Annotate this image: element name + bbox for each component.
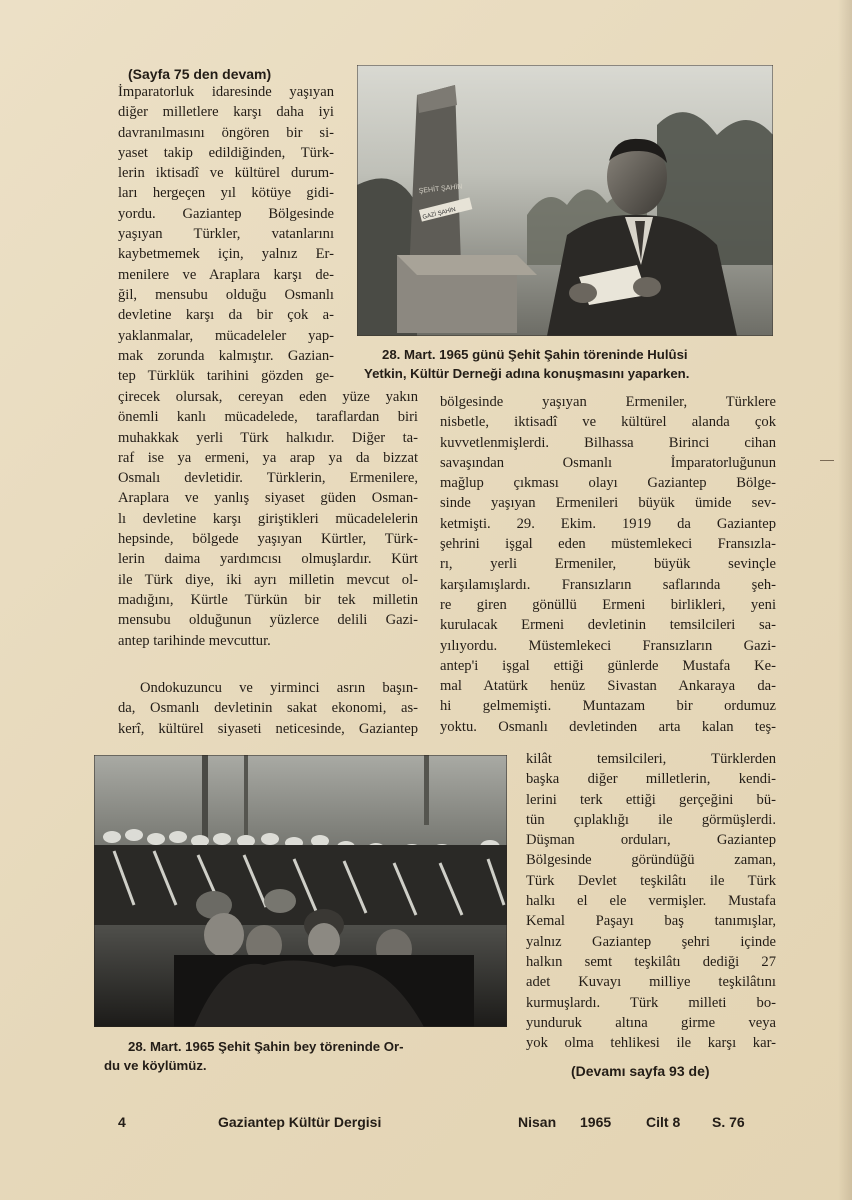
text-line: İmparatorluk idaresinde yaşıyan <box>118 84 334 100</box>
footer-page-number: 4 <box>118 1114 126 1130</box>
text-line: diğer milletlere karşı daha iyi <box>118 104 334 121</box>
text-line: yunduruk altına girme veya <box>526 1014 776 1031</box>
text-line: Düşman orduları, Gaziantep <box>526 832 776 849</box>
text-line: yok olma tehlikesi ile karşı kar- <box>526 1035 776 1052</box>
text-line: kerî, kültürel siyaseti neticesinde, Gaziantep <box>118 720 418 737</box>
text-line: ğil, mensubu olduğu Osmanlı <box>118 286 334 303</box>
text-line: mak zorunda kalmıştır. Gazian- <box>118 347 334 364</box>
text-line: rı, yerli Ermeniler, büyük sevinçle <box>440 556 776 573</box>
text-line: yaşıyan Türkler, vatanlarını <box>118 226 334 243</box>
article-col2 <box>440 392 776 737</box>
text-line: kilât temsilcileri, Türklerden <box>526 751 776 767</box>
text-line: yordu. Gaziantep Bölgesinde <box>118 205 334 222</box>
text-line: karşılamışlardı. Fransızların saflarında şeh- <box>440 576 776 593</box>
text-line: lı devletine karşı giriştikleri mücadelelerin <box>118 510 418 527</box>
photo1-caption <box>364 345 690 383</box>
text-line: şehrini işgal eden müstemlekeci Fransızla- <box>440 536 776 553</box>
article-col1-main <box>118 387 418 651</box>
text-line: menilere ve Araplara karşı de- <box>118 266 334 283</box>
text-line: mensubu olduğunun yüzlerce delili Gazi- <box>118 612 418 629</box>
footer-year: 1965 <box>580 1114 612 1130</box>
text-line: başka diğer milletlerin, kendi- <box>526 771 776 788</box>
text-line: davranılmasını öngören bir si- <box>118 124 334 141</box>
text-line: Osmalı devletidir. Türklerin, Ermenilere, <box>118 470 418 487</box>
footer-issue: S. 76 <box>712 1114 745 1130</box>
text-line: kuvvetlenmişlerdi. Bilhassa Birinci cihan <box>440 434 776 451</box>
article-col2-narrow <box>526 749 776 1053</box>
text-line: kaybetmemek için, yalnız Er- <box>118 246 334 263</box>
text-line: re giren gönüllü Ermeni birlikleri, yeni <box>440 596 776 613</box>
text-line: savaşından Osmanlı İmparatorluğunun <box>440 454 776 471</box>
text-line: yaklanmalar, mücadeleler yap- <box>118 327 334 344</box>
text-line: lerin daima yardımcısı olmuşlardır. Kürt <box>118 551 418 568</box>
text-line: hepsinde, bölgede yaşıyan Kürtler, Türk- <box>118 531 418 548</box>
text-line: devletine karşı da bir çok a- <box>118 307 334 324</box>
text-line: mağlup çıkması olayı Gaziantep Bölge- <box>440 475 776 492</box>
text-line: çirecek olursak, cereyan eden yüze yakın <box>118 389 418 405</box>
text-line: yoktu. Osmanlı devletinden arta kalan teş- <box>440 718 776 735</box>
footer-month: Nisan <box>518 1114 557 1130</box>
text-line: Bölgesinde göründüğü zaman, <box>526 852 776 869</box>
text-line: antep'i işgal ettiği günlerde Mustafa Ke- <box>440 657 776 674</box>
text-line: kurmuşlardı. Türk milleti bo- <box>526 994 776 1011</box>
text-line: antep tarihinde mevcuttur. <box>118 632 271 649</box>
text-line: sinde yaşıyan Ermenileri büyük ümide sev- <box>440 495 776 512</box>
photo-soldiers-and-villagers <box>94 755 507 1027</box>
text-line: halkın semt teşkilâtı dediği 27 <box>526 953 776 970</box>
text-line: Kemal Paşayı baş tanımışlar, <box>526 913 776 930</box>
text-line: Türk Devlet teşkilâtı ile Türk <box>526 872 776 889</box>
text-line: halkı el ele vermişler. Mustafa <box>526 893 776 910</box>
text-line: adet Kuvayı milliye teşkilâtını <box>526 974 776 991</box>
continued-to-note: (Devamı sayfa 93 de) <box>571 1063 710 1079</box>
text-line: muhakkak yerli Türk halkıdır. Diğer ta- <box>118 429 418 446</box>
wreath-ribbon-text: GAZİ ŞAHİN <box>422 206 457 221</box>
article-col1-para2 <box>118 678 418 739</box>
photo2-caption <box>104 1037 404 1075</box>
text-line: ketmişti. 29. Ekim. 1919 da Gaziantep <box>440 515 776 532</box>
text-line: raf ise ya ermeni, ya arap ya da bizzat <box>118 449 418 466</box>
text-line: yalnız Gaziantep şehri içinde <box>526 933 776 950</box>
text-line: ile Türk diye, iki ayrı milletin mevcut ol- <box>118 571 418 588</box>
caption-line: du ve köylümüz. <box>104 1058 207 1073</box>
continued-from-note: (Sayfa 75 den devam) <box>128 66 272 82</box>
caption-line: 28. Mart. 1965 Şehit Şahin bey töreninde Or- <box>128 1039 404 1054</box>
photo-speaker-at-monument <box>357 65 773 336</box>
text-line: önemli kanlı mücadelede, taraflardan biri <box>118 409 418 426</box>
text-line: lerini terk ettiği gerçeğini bü- <box>526 791 776 808</box>
text-line: da, Osmanlı devletinin sakat ekonomi, as- <box>118 700 418 717</box>
text-line: tün çıplaklığı ile görmüşlerdi. <box>526 811 776 828</box>
page-spine-shadow <box>838 0 852 1200</box>
text-line: hi gelmemişti. Muntazam bir ordumuz <box>440 698 776 715</box>
footer-volume: Cilt 8 <box>646 1114 681 1130</box>
text-line: kurulacak Ermeni devletinin temsilcileri sa- <box>440 617 776 634</box>
text-line: ları hergeçen yıl kötüye gidi- <box>118 185 334 202</box>
monument-inscription: ŞEHİT ŞAHİN <box>418 183 463 195</box>
article-col1-top <box>118 82 334 386</box>
text-line: Ondokuzuncu ve yirminci asrın başın- <box>140 680 418 696</box>
text-line: Araplara ve yanlış siyaset güden Osman- <box>118 490 418 507</box>
text-line: nisbetle, iktisadî ve kültürel alanda çok <box>440 414 776 431</box>
text-line: yaset takip edildiğinden, Türk- <box>118 144 334 161</box>
text-line: lerin iktisadî ve kültürel durum- <box>118 165 334 182</box>
text-line: madığını, Kürtle Türkün bir tek milletin <box>118 591 418 608</box>
caption-line: 28. Mart. 1965 günü Şehit Şahin töreninde Hulûsi <box>382 347 688 362</box>
text-line: tep Türklük tarihini gözden ge- <box>118 368 334 385</box>
margin-mark <box>820 460 834 461</box>
footer-magazine-title: Gaziantep Kültür Dergisi <box>218 1114 382 1130</box>
text-line: mal Atatürk henüz Sivastan Ankaraya da- <box>440 678 776 695</box>
text-line: bölgesinde yaşıyan Ermeniler, Türklere <box>440 394 776 410</box>
text-line: yılıyordu. Müstemlekeci Fransızların Gazi- <box>440 637 776 654</box>
caption-line: Yetkin, Kültür Derneği adına konuşmasını yaparken. <box>364 366 690 381</box>
